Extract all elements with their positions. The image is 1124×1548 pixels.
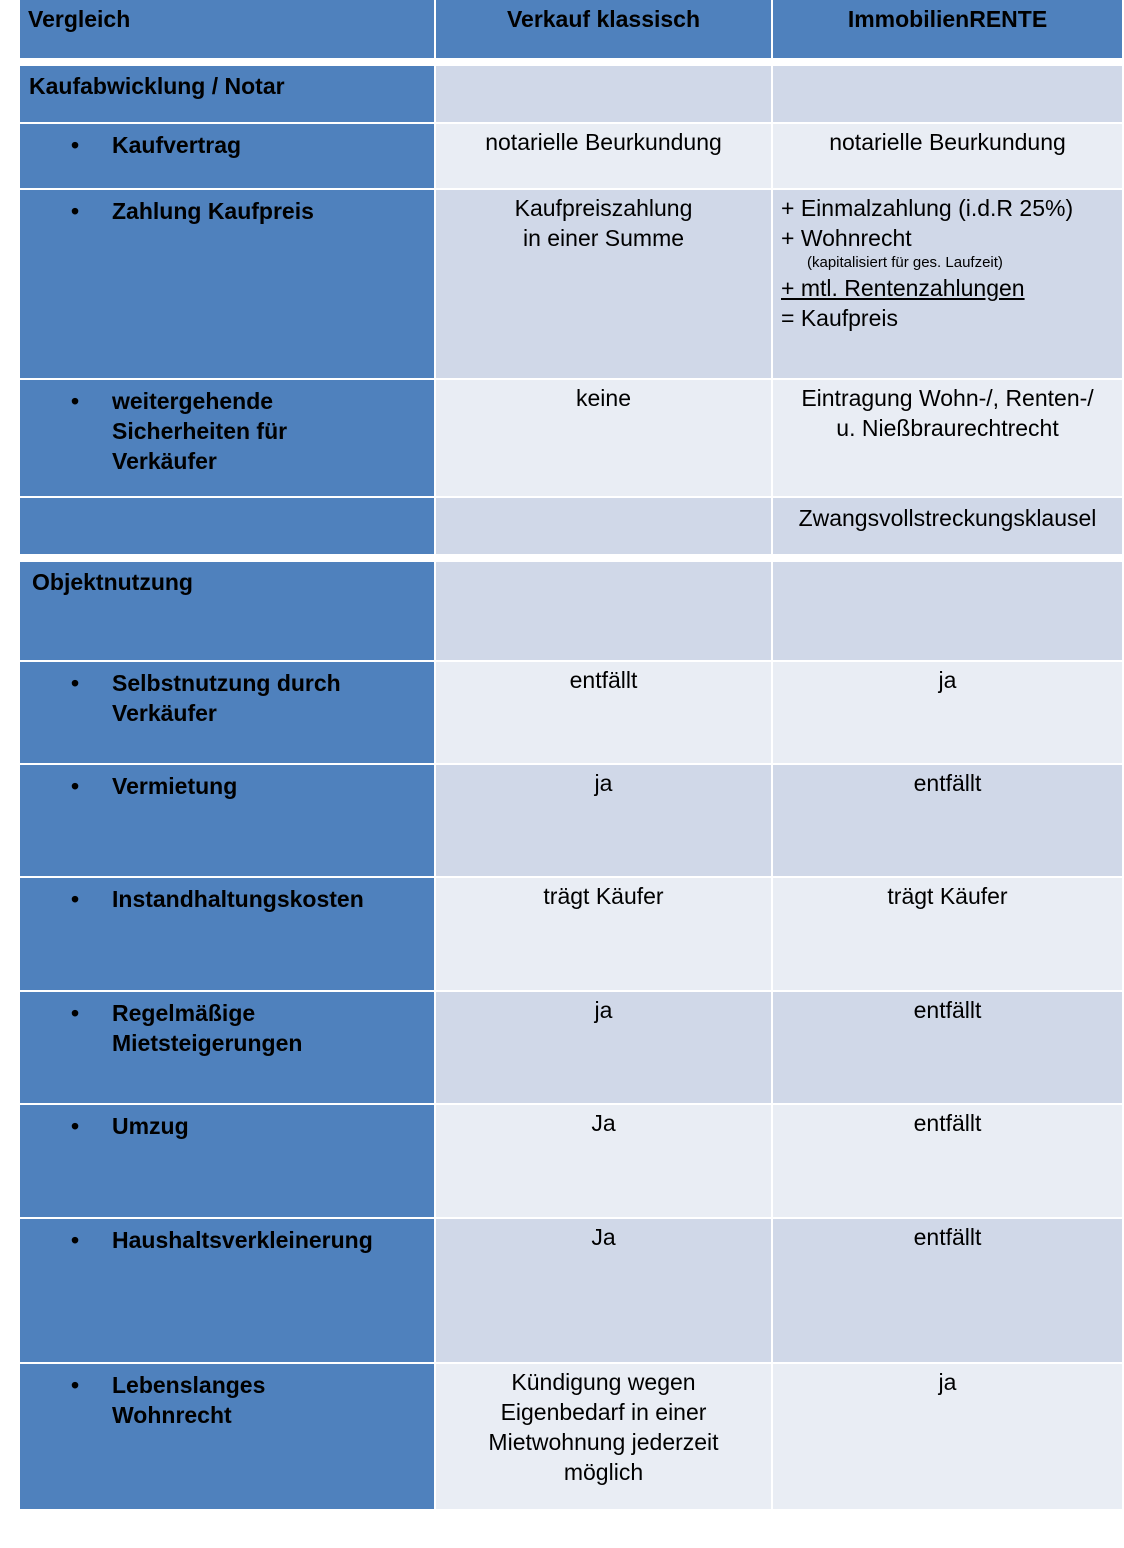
row-label: Instandhaltungskosten	[112, 886, 364, 912]
bullet-icon: •	[70, 132, 80, 158]
rente-value	[773, 380, 1122, 443]
table-row	[20, 124, 1122, 190]
label-line: Regelmäßige	[112, 1000, 256, 1026]
label-line: Selbstnutzung durch	[112, 670, 341, 696]
section-row-objektnutzung	[20, 562, 1122, 662]
header-col-verkauf-klassisch: Verkauf klassisch	[506, 6, 701, 32]
rente-value: entfällt	[913, 770, 982, 796]
classic-value: notarielle Beurkundung	[485, 129, 722, 155]
classic-value: ja	[594, 997, 613, 1023]
row-label	[112, 998, 434, 1058]
row-label: Haushaltsverkleinerung	[112, 1227, 373, 1253]
section-title: Objektnutzung	[32, 569, 193, 595]
classic-value: trägt Käufer	[543, 883, 664, 909]
table-row	[20, 1364, 1122, 1511]
header-col-immobilienrente: ImmobilienRENTE	[847, 6, 1048, 32]
classic-value	[436, 190, 771, 253]
comparison-table	[20, 0, 1122, 1511]
table-row	[20, 878, 1122, 992]
table-row	[20, 190, 1122, 380]
bullet-icon: •	[70, 1227, 80, 1253]
header-col-vergleich: Vergleich	[28, 6, 131, 32]
table-row	[20, 1105, 1122, 1219]
value-line-total: = Kaufpreis	[781, 305, 898, 331]
section-row-kaufabwicklung	[20, 66, 1122, 124]
table-header-row	[20, 0, 1122, 60]
value-note: (kapitalisiert für ges. Laufzeit)	[807, 254, 1003, 271]
row-label	[112, 386, 434, 476]
classic-value: keine	[576, 385, 631, 411]
rente-value	[773, 190, 1122, 333]
label-line: weitergehende	[112, 388, 274, 414]
rente-value: entfällt	[913, 1224, 982, 1250]
label-line: Verkäufer	[112, 700, 217, 726]
table-row	[20, 765, 1122, 878]
value-line: in einer Summe	[522, 225, 685, 251]
rente-value: entfällt	[913, 1110, 982, 1136]
bullet-icon: •	[70, 773, 80, 799]
rente-value: ja	[938, 1369, 957, 1395]
bullet-icon: •	[70, 1000, 80, 1026]
classic-value: ja	[594, 770, 613, 796]
row-label: Umzug	[112, 1113, 189, 1139]
label-line: Lebenslanges	[112, 1372, 266, 1398]
label-line: Verkäufer	[112, 448, 217, 474]
value-line: Eintragung Wohn-/, Renten-/	[801, 385, 1094, 411]
rente-value: notarielle Beurkundung	[829, 129, 1066, 155]
bullet-icon: •	[70, 1372, 80, 1398]
value-line: Eigenbedarf in einer	[500, 1399, 707, 1425]
classic-value: Ja	[591, 1110, 616, 1136]
bullet-icon: •	[70, 388, 80, 414]
row-label: Kaufvertrag	[112, 132, 242, 158]
value-line: Kündigung wegen	[511, 1369, 696, 1395]
rente-value: Zwangsvollstreckungsklausel	[798, 505, 1097, 531]
value-line-underlined: + mtl. Rentenzahlungen	[781, 275, 1025, 301]
bullet-icon: •	[70, 198, 80, 224]
value-line: Kaufpreiszahlung	[514, 195, 693, 221]
rente-value: ja	[938, 667, 957, 693]
value-line: + Wohnrecht	[781, 225, 912, 251]
value-line: Mietwohnung jederzeit	[488, 1429, 719, 1455]
row-label: Vermietung	[112, 773, 238, 799]
table-row	[20, 662, 1122, 765]
row-label	[112, 668, 434, 728]
bullet-icon: •	[70, 886, 80, 912]
value-line: + Einmalzahlung (i.d.R 25%)	[781, 195, 1074, 221]
table-row	[20, 992, 1122, 1105]
value-line: möglich	[563, 1459, 644, 1485]
label-line: Wohnrecht	[112, 1402, 232, 1428]
bullet-icon: •	[70, 670, 80, 696]
classic-value: Ja	[591, 1224, 616, 1250]
table-row	[20, 380, 1122, 498]
table-row	[20, 1219, 1122, 1364]
row-label: Zahlung Kaufpreis	[112, 198, 314, 224]
label-line: Sicherheiten für	[112, 418, 288, 444]
bullet-icon: •	[70, 1113, 80, 1139]
classic-value: entfällt	[569, 667, 638, 693]
row-label	[112, 1370, 434, 1430]
table-row	[20, 498, 1122, 556]
rente-value: entfällt	[913, 997, 982, 1023]
classic-value	[436, 1364, 771, 1487]
rente-value: trägt Käufer	[887, 883, 1008, 909]
label-line: Mietsteigerungen	[112, 1030, 303, 1056]
section-title: Kaufabwicklung / Notar	[29, 73, 285, 99]
value-line: u. Nießbraurechtrecht	[836, 415, 1059, 441]
